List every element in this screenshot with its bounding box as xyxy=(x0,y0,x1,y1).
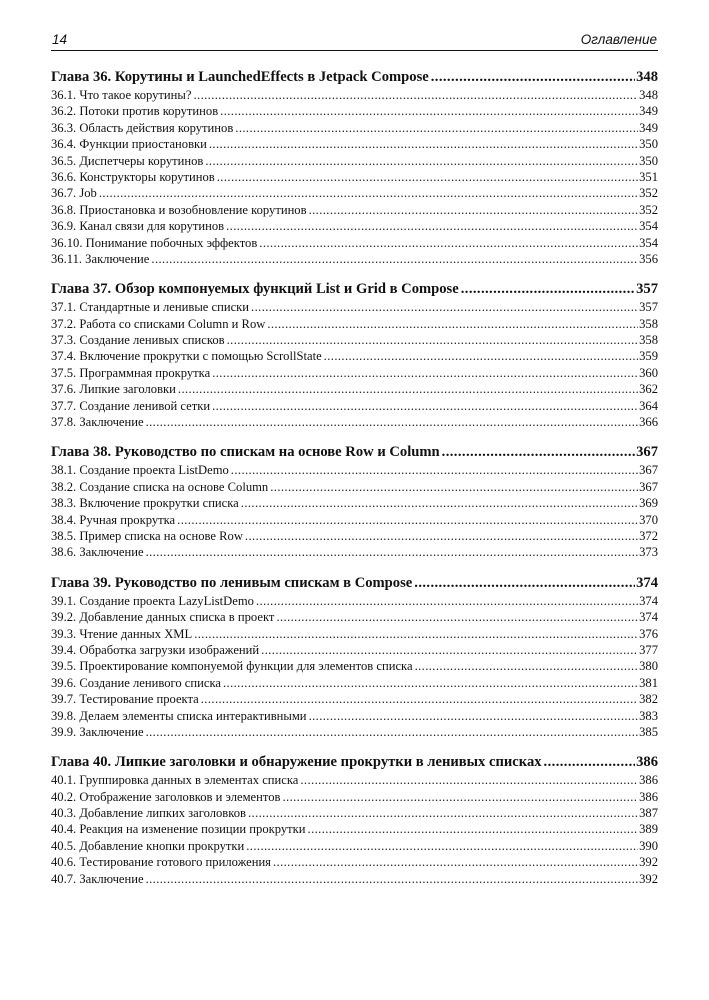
dot-leader xyxy=(241,495,638,511)
dot-leader xyxy=(235,120,638,136)
toc-page-number: 366 xyxy=(639,415,658,430)
toc-item xyxy=(51,462,658,478)
toc-page-number: 386 xyxy=(639,773,658,788)
toc-item xyxy=(51,821,658,837)
dot-leader xyxy=(415,658,639,674)
toc-page-number: 354 xyxy=(639,235,658,250)
toc-entry-title: 37.8. Заключение xyxy=(51,415,144,430)
toc-entry-title: 38.4. Ручная прокрутка xyxy=(51,512,176,527)
toc-chapter xyxy=(51,67,658,267)
toc-item xyxy=(51,691,658,707)
toc-page-number: 350 xyxy=(639,137,658,152)
toc-entry-title: 36.2. Потоки против корутинов xyxy=(51,104,219,119)
toc-chapter xyxy=(51,442,658,560)
toc-entry-title: 38.2. Создание списка на основе Column xyxy=(51,479,269,494)
toc-item xyxy=(51,544,658,560)
dot-leader xyxy=(324,348,638,364)
toc-entry-title: 38.3. Включение прокрутки списка xyxy=(51,496,239,511)
section-title: Оглавление xyxy=(580,32,657,47)
dot-leader xyxy=(273,854,638,870)
toc-entry-title: 38.1. Создание проекта ListDemo xyxy=(51,463,229,478)
toc-chapter xyxy=(51,752,658,887)
toc-chapter xyxy=(51,279,658,430)
toc-item xyxy=(51,642,658,658)
chapter-heading xyxy=(51,573,658,593)
dot-leader xyxy=(256,593,638,609)
toc-item xyxy=(51,316,658,332)
toc-entry-title: Глава 36. Корутины и LaunchedEffects в Jetpack Compose xyxy=(51,69,429,85)
toc-entry-title: 36.3. Область действия корутинов xyxy=(51,120,234,135)
toc-item xyxy=(51,805,658,821)
dot-leader xyxy=(223,675,638,691)
toc-entry-title: 36.10. Понимание побочных эффектов xyxy=(51,235,258,250)
toc-entry-title: 39.7. Тестирование проекта xyxy=(51,692,199,707)
toc-page-number: 348 xyxy=(639,88,658,102)
dot-leader xyxy=(276,609,638,625)
toc-page-number: 370 xyxy=(639,512,658,527)
toc-item xyxy=(51,658,658,674)
toc-page-number: 392 xyxy=(639,855,658,870)
toc-page-number: 360 xyxy=(639,365,658,380)
toc-item xyxy=(51,136,658,152)
toc-page-number: 389 xyxy=(639,822,658,837)
toc-item xyxy=(51,185,658,201)
toc-entry-title: 36.9. Канал связи для корутинов xyxy=(51,219,225,234)
toc-entry-title: Глава 38. Руководство по спискам на основе Row и Column xyxy=(51,444,440,461)
toc-page-number: 352 xyxy=(639,186,658,201)
toc-entry-title: Глава 39. Руководство по ленивым спискам в Compose xyxy=(51,574,413,591)
dot-leader xyxy=(245,528,638,544)
toc-entry-title: 36.8. Приостановка и возобновление корутинов xyxy=(51,202,307,217)
toc-page-number: 348 xyxy=(636,69,658,85)
toc-page-number: 349 xyxy=(639,104,658,119)
toc-entry-title: 40.7. Заключение xyxy=(51,871,144,886)
toc-page-number: 358 xyxy=(639,333,658,348)
toc-item xyxy=(51,789,658,805)
dot-leader xyxy=(461,279,635,299)
toc-page-number: 367 xyxy=(639,463,658,478)
toc-item xyxy=(51,348,658,364)
chapter-heading xyxy=(51,442,658,462)
toc-entry-title: 36.6. Конструкторы корутинов xyxy=(51,169,215,184)
dot-leader xyxy=(248,805,638,821)
toc-page-number: 367 xyxy=(636,444,658,461)
chapter-heading xyxy=(51,752,658,772)
toc-entry-title: 40.2. Отображение заголовков и элементов xyxy=(51,789,281,804)
toc-item xyxy=(51,609,658,625)
dot-leader xyxy=(227,332,639,348)
toc-entry-title: 36.11. Заключение xyxy=(51,251,150,266)
dot-leader xyxy=(231,462,638,478)
toc-entry-title: 37.5. Программная прокрутка xyxy=(51,365,211,380)
toc-page-number: 374 xyxy=(639,610,658,625)
toc-page-number: 377 xyxy=(639,642,658,657)
running-header xyxy=(51,30,658,51)
toc-entry-title: 37.3. Создание ленивых списков xyxy=(51,333,225,348)
toc-item xyxy=(51,479,658,495)
toc-page-number: 369 xyxy=(639,496,658,511)
toc-entry-title: 36.4. Функции приостановки xyxy=(51,137,207,152)
toc-entry-title: 37.4. Включение прокрутки с помощью ScrollState xyxy=(51,349,322,364)
dot-leader xyxy=(442,442,635,462)
dot-leader xyxy=(220,103,638,119)
toc-entry-title: 38.5. Пример списка на основе Row xyxy=(51,528,243,543)
dot-leader xyxy=(544,752,636,772)
toc-item xyxy=(51,495,658,511)
toc-entry-title: 39.9. Заключение xyxy=(51,724,144,739)
dot-leader xyxy=(177,512,638,528)
toc-item xyxy=(51,381,658,397)
dot-leader xyxy=(146,414,639,430)
toc-item xyxy=(51,772,658,788)
toc-entry-title: 39.6. Создание ленивого списка xyxy=(51,675,221,690)
dot-leader xyxy=(431,67,635,87)
toc-page-number: 364 xyxy=(639,398,658,413)
dot-leader xyxy=(193,87,638,103)
table-of-contents xyxy=(51,67,658,887)
toc-page-number: 390 xyxy=(639,838,658,853)
toc-item xyxy=(51,169,658,185)
toc-page-number: 376 xyxy=(639,626,658,641)
toc-item xyxy=(51,528,658,544)
dot-leader xyxy=(151,251,638,267)
toc-page-number: 367 xyxy=(639,479,658,494)
toc-item xyxy=(51,708,658,724)
toc-entry-title: 36.5. Диспетчеры корутинов xyxy=(51,153,204,168)
toc-item xyxy=(51,153,658,169)
dot-leader xyxy=(309,708,639,724)
dot-leader xyxy=(282,789,638,805)
toc-entry-title: 39.1. Создание проекта LazyListDemo xyxy=(51,593,254,608)
dot-leader xyxy=(309,202,639,218)
toc-item xyxy=(51,332,658,348)
toc-item xyxy=(51,365,658,381)
toc-page-number: 358 xyxy=(639,316,658,331)
toc-page-number: 357 xyxy=(636,281,658,298)
dot-leader xyxy=(226,218,638,234)
dot-leader xyxy=(308,821,639,837)
toc-item xyxy=(51,299,658,315)
toc-entry-title: 37.2. Работа со списками Column и Row xyxy=(51,316,266,331)
toc-page-number: 372 xyxy=(639,528,658,543)
toc-entry-title: 40.3. Добавление липких заголовков xyxy=(51,806,246,821)
toc-entry-title: 39.4. Обработка загрузки изображений xyxy=(51,642,260,657)
dot-leader xyxy=(209,136,638,152)
toc-item xyxy=(51,202,658,218)
dot-leader xyxy=(251,299,638,315)
toc-entry-title: 40.5. Добавление кнопки прокрутки xyxy=(51,838,245,853)
toc-page-number: 374 xyxy=(636,574,658,591)
toc-item xyxy=(51,87,658,103)
dot-leader xyxy=(300,772,638,788)
toc-page-number: 356 xyxy=(639,251,658,266)
dot-leader xyxy=(270,479,638,495)
dot-leader xyxy=(217,169,638,185)
toc-page-number: 381 xyxy=(639,675,658,690)
toc-item xyxy=(51,675,658,691)
toc-entry-title: 40.6. Тестирование готового приложения xyxy=(51,855,271,870)
dot-leader xyxy=(99,185,638,201)
toc-item xyxy=(51,724,658,740)
toc-page-number: 351 xyxy=(639,169,658,184)
dot-leader xyxy=(212,398,638,414)
toc-page-number: 352 xyxy=(639,202,658,217)
toc-entry-title: 39.5. Проектирование компонуемой функции для элементов списка xyxy=(51,659,413,674)
dot-leader xyxy=(414,573,635,593)
dot-leader xyxy=(259,235,638,251)
toc-page-number: 387 xyxy=(639,806,658,821)
toc-item xyxy=(51,398,658,414)
toc-entry-title: 37.7. Создание ленивой сетки xyxy=(51,398,211,413)
dot-leader xyxy=(146,544,639,560)
dot-leader xyxy=(201,691,638,707)
toc-entry-title: 39.3. Чтение данных XML xyxy=(51,626,193,641)
toc-entry-title: Глава 40. Липкие заголовки и обнаружение прокрутки в ленивых списках xyxy=(51,754,542,771)
toc-entry-title: 38.6. Заключение xyxy=(51,545,144,560)
toc-page-number: 359 xyxy=(639,349,658,364)
dot-leader xyxy=(246,838,638,854)
toc-item xyxy=(51,120,658,136)
dot-leader xyxy=(205,153,638,169)
toc-page-number: 380 xyxy=(639,659,658,674)
toc-entry-title: 39.2. Добавление данных списка в проект xyxy=(51,610,275,625)
toc-page-number: 386 xyxy=(636,754,658,771)
chapter-heading xyxy=(51,67,658,87)
toc-page-number: 374 xyxy=(639,593,658,608)
toc-item xyxy=(51,626,658,642)
toc-page-number: 386 xyxy=(639,789,658,804)
toc-item xyxy=(51,593,658,609)
page-number: 14 xyxy=(52,32,68,47)
toc-page-number: 357 xyxy=(639,300,658,315)
chapter-heading xyxy=(51,279,658,299)
dot-leader xyxy=(267,316,638,332)
toc-entry-title: 39.8. Делаем элементы списка интерактивными xyxy=(51,708,307,723)
toc-entry-title: 40.4. Реакция на изменение позиции прокрутки xyxy=(51,822,306,837)
dot-leader xyxy=(194,626,638,642)
toc-entry-title: 37.1. Стандартные и ленивые списки xyxy=(51,300,250,315)
toc-item xyxy=(51,235,658,251)
toc-page-number: 373 xyxy=(639,545,658,560)
toc-entry-title: 36.7. Job xyxy=(51,186,97,201)
toc-page-number: 382 xyxy=(639,692,658,707)
toc-item xyxy=(51,251,658,267)
dot-leader xyxy=(178,381,638,397)
toc-item xyxy=(51,414,658,430)
toc-item xyxy=(51,103,658,119)
toc-entry-title: 40.1. Группировка данных в элементах списка xyxy=(51,773,299,788)
toc-entry-title: 37.6. Липкие заголовки xyxy=(51,382,176,397)
dot-leader xyxy=(261,642,638,658)
toc-page-number: 350 xyxy=(639,153,658,168)
toc-entry-title: 36.1. Что такое корутины? xyxy=(51,88,192,102)
toc-page-number: 383 xyxy=(639,708,658,723)
toc-page-number: 354 xyxy=(639,219,658,234)
toc-entry-title: Глава 37. Обзор компонуемых функций List и Grid в Compose xyxy=(51,281,459,298)
toc-page-number: 362 xyxy=(639,382,658,397)
dot-leader xyxy=(146,724,639,740)
dot-leader xyxy=(212,365,638,381)
toc-chapter xyxy=(51,573,658,741)
toc-item xyxy=(51,512,658,528)
toc-page-number: 349 xyxy=(639,120,658,135)
dot-leader xyxy=(146,871,639,887)
toc-item xyxy=(51,838,658,854)
toc-page-number: 385 xyxy=(639,724,658,739)
toc-item xyxy=(51,871,658,887)
toc-page-number: 392 xyxy=(639,871,658,886)
toc-item xyxy=(51,854,658,870)
toc-item xyxy=(51,218,658,234)
